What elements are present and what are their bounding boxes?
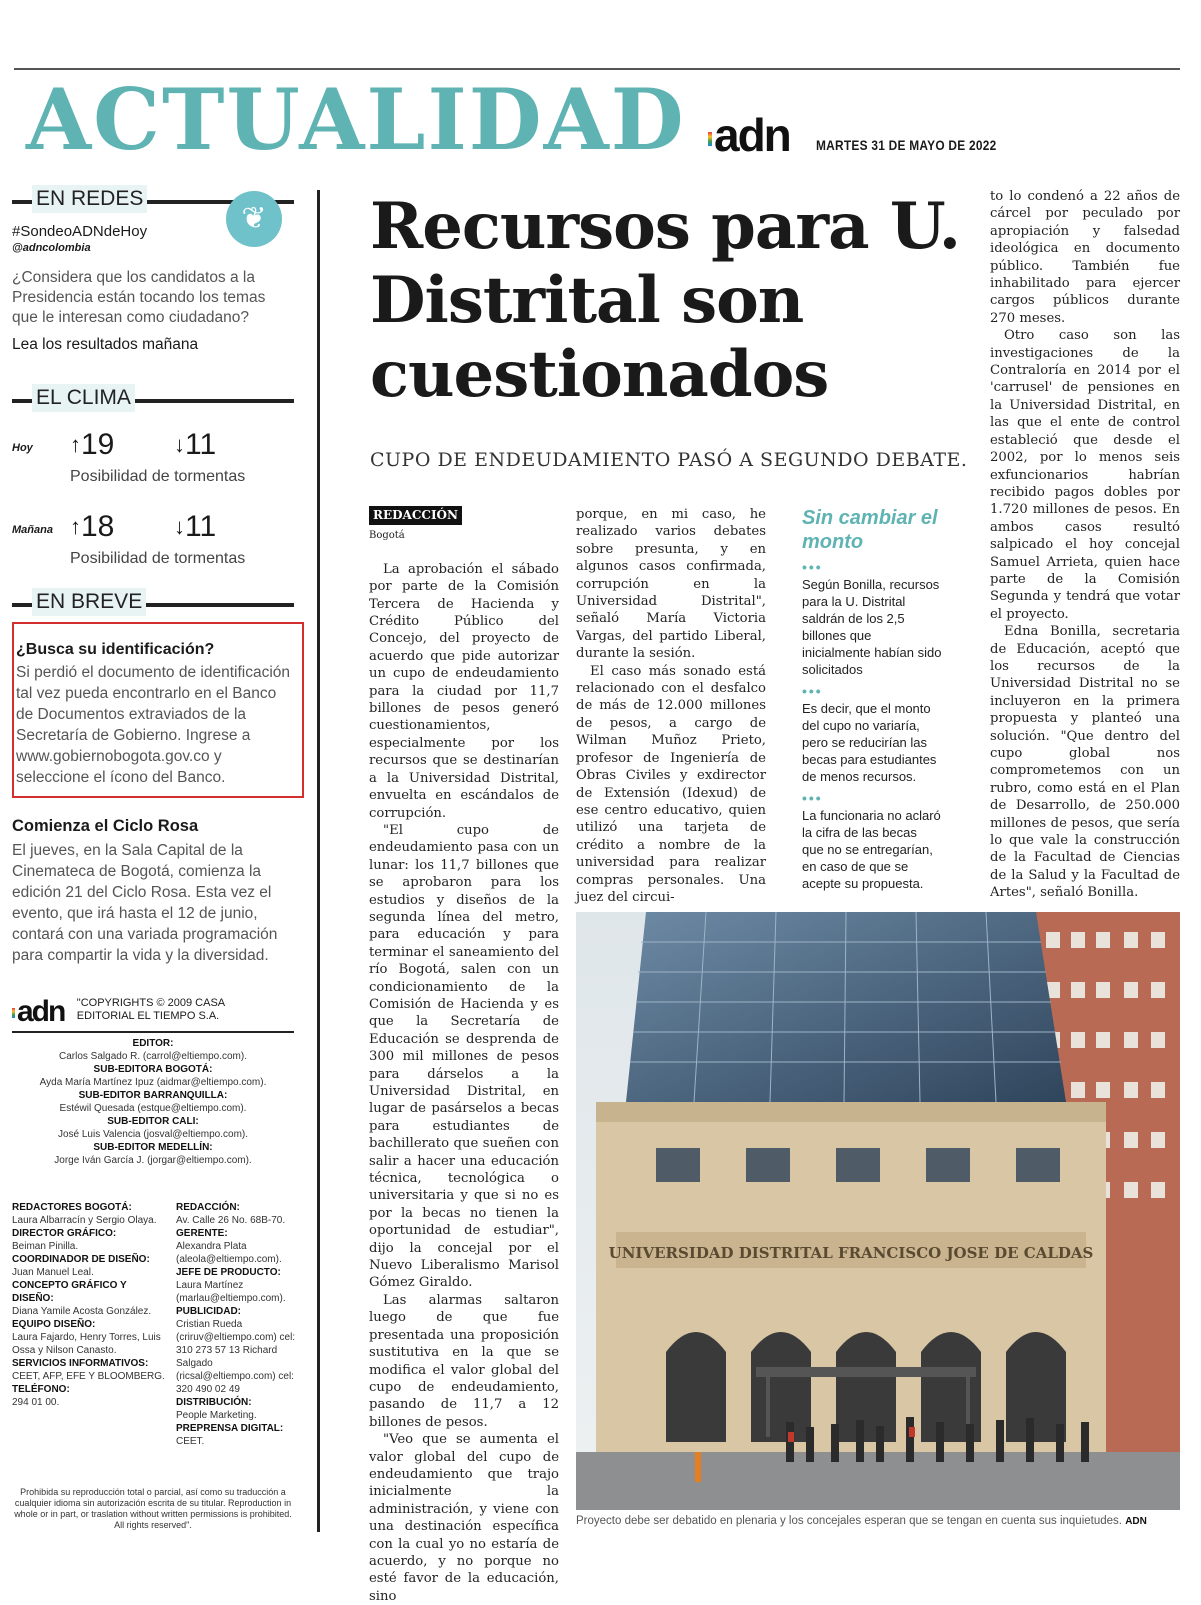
article-column-4 <box>990 188 1180 902</box>
article-column-1 <box>369 506 559 1605</box>
staff-name: Diana Yamile Acosta González. <box>12 1306 152 1317</box>
staff-role: DISTRIBUCIÓN: <box>176 1397 252 1408</box>
staff-name: Estéwil Quesada (estque@eltiempo.com). <box>59 1103 247 1114</box>
staff-role: SERVICIOS INFORMATIVOS: <box>12 1358 149 1369</box>
staff-role: SUB-EDITORA BOGOTÁ: <box>93 1064 213 1075</box>
paragraph: "Veo que se aumenta el valor global del cupo de endeudamiento que trajo inicialmente la administración, y viene con una destinación específica con la cual yo no estaría de acuerdo, y no porque no esté favor de la educación, sino <box>369 1432 559 1604</box>
caption-credit: ADN <box>1125 1516 1147 1527</box>
twitter-handle: @adncolombia <box>12 242 91 254</box>
staff-list-right <box>176 1201 298 1448</box>
staff-role: JEFE DE PRODUCTO: <box>176 1267 281 1278</box>
brief-title: ¿Busca su identificación? <box>16 641 215 658</box>
sidebar-box-title: Sin cambiar el monto <box>802 507 938 553</box>
legal-notice: Prohibida su reproducción total o parcial, así como su traducción a cualquier idioma sin autorización escrita de su titular. Reproduction in whole or in part, or traslation without written permissions is prohibited. All rights reserved". <box>14 1487 292 1530</box>
weather-day: Hoy <box>12 442 33 454</box>
building-photo <box>576 912 1180 1510</box>
staff-name: 294 01 00. <box>12 1397 60 1408</box>
sidebar-box-item: Es decir, que el monto del cupo no variaría, pero se reducirían las becas para estudiantes de menos recursos. <box>802 701 937 784</box>
paragraph: "El cupo de endeudamiento pasa con un lunar: los 11,7 billones que se aprobaron para los estudios y diseños de la segunda línea del metro, para educación y para terminar el saneamiento del río Bogotá, salen con un condicionamiento de la Comisión de Hacienda y es que la Secretaría de Educación se desprenda de 300 mil millones de pesos para dárselos a la Universidad Distrital, en lugar de pasárselos a becas para estudiantes de bachillerato que sueñen con salir a hacer una educación técnica, tecnológica o universitaria y que si no es por la becas no tienen la oportunidad de estudiar", dijo la concejal por el Nuevo Liberalismo Marisol Gómez Giraldo. <box>369 822 559 1291</box>
en-breve-header <box>12 588 294 616</box>
logo-text: adn <box>17 995 65 1028</box>
arrow-down-icon: ↓ <box>174 514 185 539</box>
staff-name: CEET, AFP, EFE Y BLOOMBERG. <box>12 1371 165 1382</box>
staff-name: Laura Albarracín y Sergio Olaya. <box>12 1215 157 1226</box>
byline-city: Bogotá <box>369 530 405 542</box>
high-value: 18 <box>81 510 115 543</box>
staff-name: CEET. <box>176 1436 205 1447</box>
copyright-text: "COPYRIGHTS © 2009 CASA EDITORIAL EL TIEMPO S.A. <box>76 997 225 1022</box>
twitter-icon: ❦ <box>226 191 282 247</box>
staff-name: José Luis Valencia (josval@eltiempo.com). <box>57 1129 249 1140</box>
staff-role: SUB-EDITOR CALI: <box>107 1116 199 1127</box>
brief-body: El jueves, en la Sala Capital de la Cinemateca de Bogotá, comienza la edición 21 del Ciclo Rosa. Esta vez el evento, que irá hasta el 12 de junio, contará con una variada programación para compartir la vida y la diversidad. <box>12 842 278 964</box>
weather-low <box>174 428 216 462</box>
weather-high <box>70 510 114 544</box>
brief-body: Si perdió el documento de identificación tal vez pueda encontrarlo en el Banco de Documentos extraviados de la Secretaría de Gobierno. Ingrese a www.gobiernobogota.gov.co y seleccione el ícono del Banco. <box>16 664 291 786</box>
section-title: ACTUALIDAD <box>26 70 686 169</box>
paragraph: porque, en mi caso, he realizado varios debates sobre presunta, y en algunos casos confirmada, corrupción en la Universidad Distrital", señaló María Victoria Vargas, del partido Liberal, durante la sesión. <box>576 507 766 662</box>
staff-role: PREPRENSA DIGITAL: <box>176 1423 284 1434</box>
staff-list-left <box>12 1201 170 1409</box>
staff-name: People Marketing. <box>176 1410 257 1421</box>
staff-name: Beiman Pinilla. <box>12 1241 79 1252</box>
en-breve-label: EN BREVE <box>32 588 146 616</box>
arrow-up-icon: ↑ <box>70 432 81 457</box>
staff-role: COORDINADOR DE DISEÑO: <box>12 1254 150 1265</box>
staff-role: EDITOR: <box>132 1038 174 1049</box>
dots-separator: ••• <box>802 790 823 806</box>
paragraph: Otro caso son las investigaciones de la Contraloría en 2014 por el 'carrusel' de pensiones en la Universidad Distrital, en las que el ente de control estableció que desde el 2002, por lo menos seis exfuncionarios habrían recibido pagos dobles por 1.720 millones de pesos. En ambos casos resultó salpicado el hoy concejal Samuel Arrieta, quien hace parte de la Comisión Segunda y tendrá que votar el proyecto. <box>990 328 1180 622</box>
staff-editors <box>12 1037 294 1167</box>
low-value: 11 <box>185 510 217 543</box>
low-value: 11 <box>185 428 217 461</box>
poll-results-note: Lea los resultados mañana <box>12 336 199 353</box>
adn-logo <box>708 109 790 161</box>
paragraph: to lo condenó a 22 años de cárcel por peculado por apropiación y falsedad ideológica en documento público. También fue inhabilitado para ejercer cargos públicos durante 270 meses. <box>990 189 1180 326</box>
staff-name: Laura Martínez (marlau@eltiempo.com). <box>176 1280 286 1304</box>
staff-role: TELÉFONO: <box>12 1384 70 1395</box>
staff-name: Laura Fajardo, Henry Torres, Luis Ossa y Nilson Canasto. <box>12 1332 161 1356</box>
paragraph: Las alarmas saltaron luego de que fue presentada una proposición sustitutiva en la que se modifica el valor global del cupo de endeudamiento, pasando de 11,7 a 12 billones de pesos. <box>369 1292 559 1430</box>
staff-name: Jorge Iván García J. (jorgar@eltiempo.com). <box>54 1155 252 1166</box>
paragraph: El caso más sonado está relacionado con el desfalco de más de 12.000 millones de pesos, a cargo de Wilman Muñoz Prieto, profesor de Ingeniería de Obras Civiles y exdirector de Extensión (Idexud) de ese centro educativo, quien utilizó una tarjeta de crédito a nombre de la universidad para realizar compras personales. Una juez del circui- <box>576 663 766 905</box>
staff-name: Ayda María Martínez Ipuz (aidmar@eltiempo.com). <box>39 1077 267 1088</box>
weather-desc: Posibilidad de tormentas <box>70 550 246 567</box>
column-text <box>369 561 559 1605</box>
column-divider <box>317 190 320 1532</box>
paragraph: La aprobación el sábado por parte de la Comisión Tercera de Hacienda y Crédito Público del Concejo, del proyecto de acuerdo que pide autorizar un cupo de endeudamiento para la ciudad por 11,7 billones de pesos generó cuestionamientos, especialmente por los recursos que se destinarían a la Universidad Distrital, envuelta en escándalos de corrupción. <box>369 561 559 821</box>
weather-desc: Posibilidad de tormentas <box>70 468 246 485</box>
sidebar-box-item: La funcionaria no aclaró la cifra de las becas que no se entregarían, en caso de que se acepte su propuesta. <box>802 808 941 891</box>
arrow-up-icon: ↑ <box>70 514 81 539</box>
article-photo <box>576 912 1180 1510</box>
dots-separator: ••• <box>802 559 823 575</box>
logo-color-mark <box>708 132 712 146</box>
article-column-2 <box>576 506 766 906</box>
sidebar-box-item: Según Bonilla, recursos para la U. Distrital saldrán de los 2,5 billones que inicialmente habían sido solicitados <box>802 577 942 677</box>
adn-logo-small <box>12 997 64 1027</box>
el-clima-header <box>12 384 294 412</box>
staff-role: SUB-EDITOR MEDELLÍN: <box>93 1142 213 1153</box>
left-sidebar <box>12 185 296 1530</box>
brief-ciclo-rosa <box>12 817 294 966</box>
weather-high <box>70 428 114 462</box>
staff-role: DIRECTOR GRÁFICO: <box>12 1228 117 1239</box>
weather-tomorrow <box>12 506 294 588</box>
weather-day: Mañana <box>12 524 53 536</box>
staff-name: Cristian Rueda (criruv@eltiempo.com) cel: 310 273 57 13 Richard Salgado (ricsal@eltiempo.com) cel: 320 490 02 49 <box>176 1319 296 1395</box>
staff-role: REDACCIÓN: <box>176 1202 240 1213</box>
logo-text: adn <box>714 109 790 161</box>
article-headline: Recursos para U. Distrital son cuestionados <box>370 189 961 412</box>
paragraph: Edna Bonilla, secretaria de Educación, aceptó que los recursos de la Universidad Distrital no se incluyeron en la primera propuesta y planteó una solución. "Que dentro del cupo global nos comprometemos con un rubro, como está en el Plan de Desarrollo, de 250.000 millones de pesos, que sería lo que vale la construcción de la Facultad de Ciencias de la Salud y la Facultad de Artes", señaló Bonilla. <box>990 624 1180 901</box>
staff-role: CONCEPTO GRÁFICO Y DISEÑO: <box>12 1280 127 1304</box>
staff-role: PUBLICIDAD: <box>176 1306 241 1317</box>
staff-name: Juan Manuel Leal. <box>12 1267 94 1278</box>
poll-question: ¿Considera que los candidatos a la Presidencia están tocando los temas que le interesan como ciudadano? <box>12 269 266 326</box>
dots-separator: ••• <box>802 683 823 699</box>
staff-role: GERENTE: <box>176 1228 228 1239</box>
staff-role: EQUIPO DISEÑO: <box>12 1319 96 1330</box>
staff-role: REDACTORES BOGOTÁ: <box>12 1202 132 1213</box>
brief-title: Comienza el Ciclo Rosa <box>12 817 199 835</box>
staff-role: SUB-EDITOR BARRANQUILLA: <box>78 1090 228 1101</box>
high-value: 19 <box>81 428 115 461</box>
hashtag: #SondeoADNdeHoy <box>12 223 148 240</box>
article-subhead: CUPO DE ENDEUDAMIENTO PASÓ A SEGUNDO DEBATE. <box>370 449 968 471</box>
staff-name: Carlos Salgado R. (carrol@eltiempo.com). <box>59 1051 247 1062</box>
issue-date: MARTES 31 DE MAYO DE 2022 <box>816 137 997 153</box>
el-clima-label: EL CLIMA <box>32 384 135 412</box>
byline: REDACCIÓN <box>369 506 462 525</box>
weather-low <box>174 510 216 544</box>
staff-name: Alexandra Plata (aleola@eltiempo.com). <box>176 1241 282 1265</box>
caption-text: Proyecto debe ser debatido en plenaria y los concejales esperan que se tengan en cuenta sus inquietudes. <box>576 1515 1122 1527</box>
en-redes-label: EN REDES <box>32 185 147 213</box>
highlighted-brief <box>12 622 304 798</box>
staff-name: Av. Calle 26 No. 68B-70. <box>176 1215 286 1226</box>
arrow-down-icon: ↓ <box>174 432 185 457</box>
university-sign: UNIVERSIDAD DISTRITAL FRANCISCO JOSE DE CALDAS <box>608 1244 1094 1262</box>
photo-caption <box>576 1515 1147 1527</box>
sidebar-box <box>802 506 942 892</box>
copyright-block <box>12 997 294 1033</box>
weather-today <box>12 424 294 506</box>
